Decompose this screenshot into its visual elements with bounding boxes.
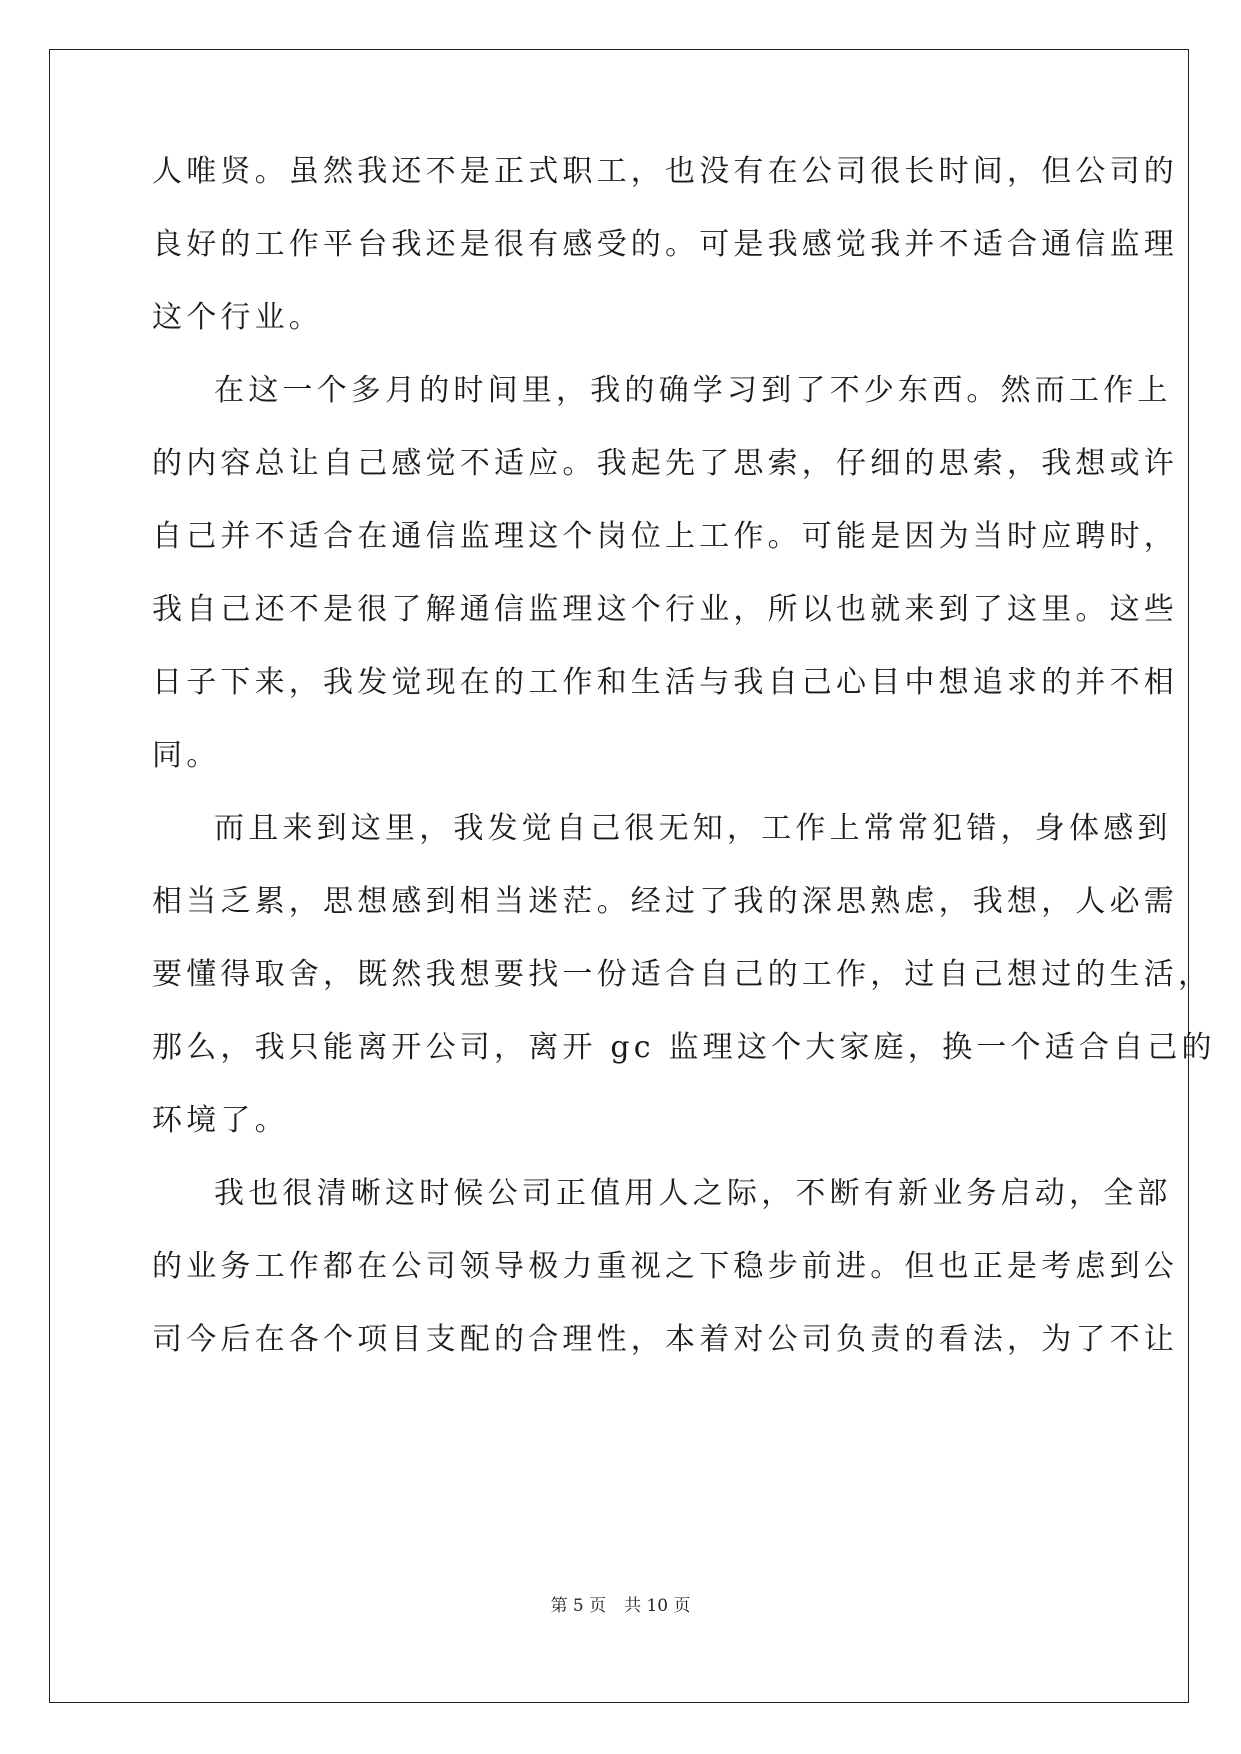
paragraph-first-line: 而且来到这里，我发觉自己很无知，工作上常常犯错，身体感到 bbox=[214, 811, 1172, 846]
text-line: 自己并不适合在通信监理这个岗位上工作。可能是因为当时应聘时， bbox=[152, 519, 1178, 554]
text-line: 那么，我只能离开公司，离开 gc 监理这个大家庭，换一个适合自己的 bbox=[152, 1030, 1216, 1065]
text-line: 的内容总让自己感觉不适应。我起先了思索，仔细的思索，我想或许 bbox=[152, 446, 1178, 481]
text-line: 人唯贤。虽然我还不是正式职工，也没有在公司很长时间，但公司的 bbox=[152, 154, 1178, 189]
text-line: 要懂得取舍，既然我想要找一份适合自己的工作，过自己想过的生活， bbox=[152, 957, 1213, 992]
text-line: 相当乏累，思想感到相当迷茫。经过了我的深思熟虑，我想，人必需 bbox=[152, 884, 1178, 919]
page-number: 第 5 页 bbox=[550, 1596, 607, 1616]
text-line: 这个行业。 bbox=[152, 300, 323, 335]
paragraph-first-line: 在这一个多月的时间里，我的确学习到了不少东西。然而工作上 bbox=[214, 373, 1172, 408]
text-line: 的业务工作都在公司领导极力重视之下稳步前进。但也正是考虑到公 bbox=[152, 1249, 1178, 1284]
page-footer bbox=[0, 1591, 1241, 1616]
text-line: 我自己还不是很了解通信监理这个行业，所以也就来到了这里。这些 bbox=[152, 592, 1178, 627]
text-line: 同。 bbox=[152, 738, 221, 773]
text-line: 环境了。 bbox=[152, 1103, 289, 1138]
text-line: 日子下来，我发觉现在的工作和生活与我自己心目中想追求的并不相 bbox=[152, 665, 1178, 700]
paragraph-first-line: 我也很清晰这时候公司正值用人之际，不断有新业务启动，全部 bbox=[214, 1176, 1172, 1211]
page-total: 共 10 页 bbox=[624, 1596, 691, 1616]
text-line: 司今后在各个项目支配的合理性，本着对公司负责的看法，为了不让 bbox=[152, 1322, 1178, 1357]
text-line: 良好的工作平台我还是很有感受的。可是我感觉我并不适合通信监理 bbox=[152, 227, 1178, 262]
